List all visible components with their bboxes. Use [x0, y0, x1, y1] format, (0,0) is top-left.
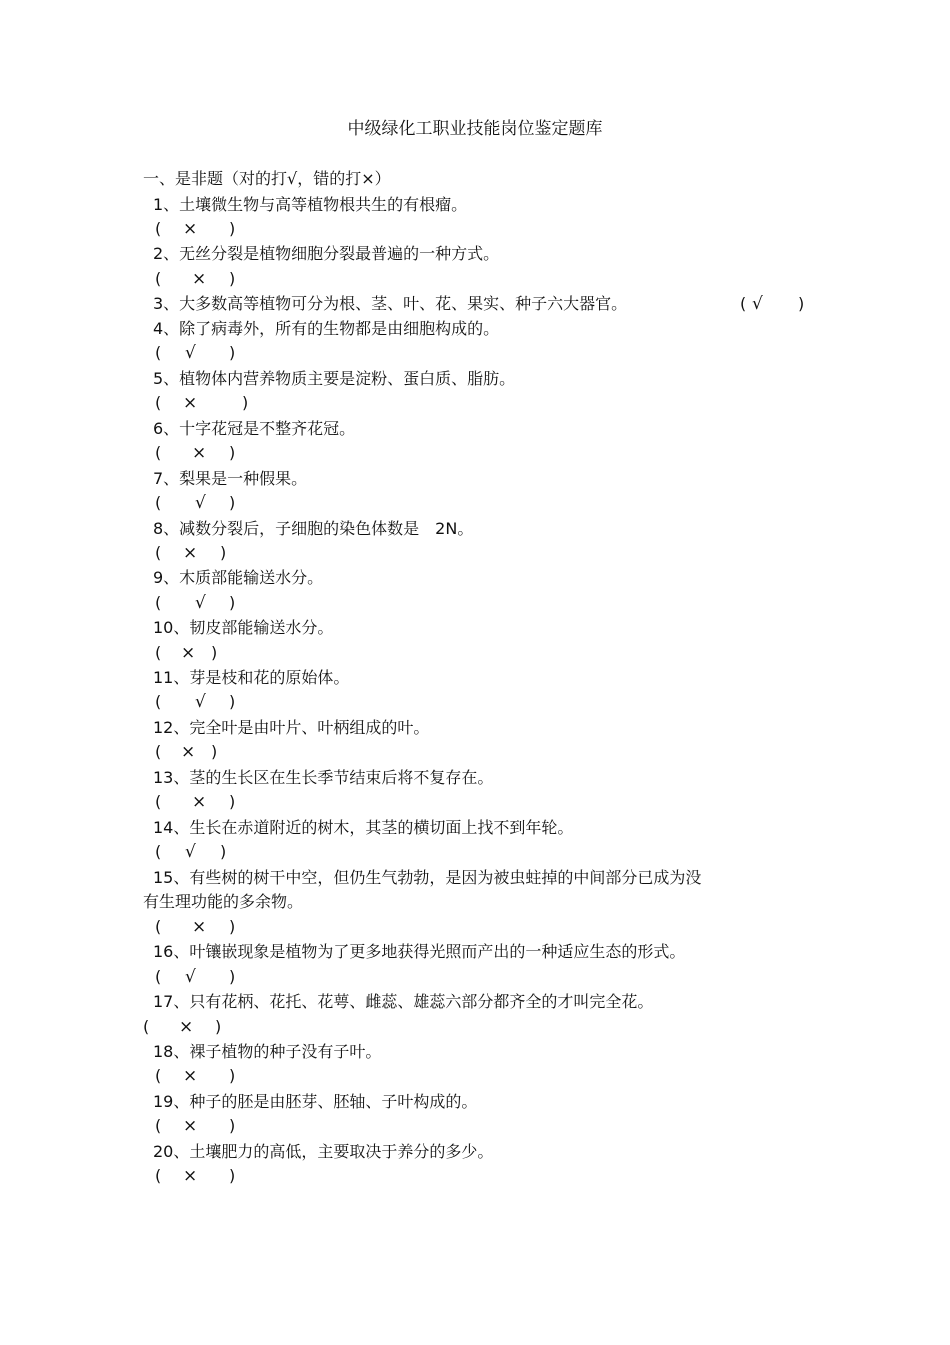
answer-11 — [155, 691, 245, 713]
paren-open: ( — [155, 1116, 162, 1135]
answer-mark: × — [183, 393, 198, 413]
paren-open: ( — [740, 294, 747, 313]
answer-14 — [155, 841, 245, 863]
paren-close: ) — [229, 1116, 236, 1135]
answer-mark: √ — [185, 842, 196, 862]
paren-open: ( — [155, 1166, 162, 1185]
paren-close: ) — [229, 443, 236, 462]
paren-close: ) — [220, 543, 227, 562]
answer-17 — [143, 1016, 233, 1038]
paren-open: ( — [155, 543, 162, 562]
answer-7 — [155, 492, 245, 514]
question-15: 15、有些树的树干中空，但仍生气勃勃，是因为被虫蛀掉的中间部分已成为没 — [153, 868, 702, 887]
answer-mark: × — [183, 1116, 198, 1136]
paren-close: ) — [211, 643, 218, 662]
paren-open: ( — [143, 1017, 150, 1036]
paren-open: ( — [155, 343, 162, 362]
question-17: 17、只有花柄、花托、花萼、雌蕊、雄蕊六部分都齐全的才叫完全花。 — [153, 992, 654, 1011]
answer-8 — [155, 542, 235, 564]
paren-close: ) — [229, 269, 236, 288]
question-2: 2、无丝分裂是植物细胞分裂最普遍的一种方式。 — [153, 244, 500, 263]
question-1: 1、土壤微生物与高等植物根共生的有根瘤。 — [153, 195, 468, 214]
paren-close: ) — [229, 1066, 236, 1085]
question-4: 4、除了病毒外，所有的生物都是由细胞构成的。 — [153, 319, 500, 338]
answer-16 — [155, 966, 245, 988]
answer-mark: √ — [195, 593, 206, 613]
answer-9 — [155, 592, 245, 614]
question-5: 5、植物体内营养物质主要是淀粉、蛋白质、脂肪。 — [153, 369, 516, 388]
paren-open: ( — [155, 792, 162, 811]
paren-close: ) — [229, 593, 236, 612]
answer-mark: × — [192, 269, 207, 289]
question-16: 16、叶镶嵌现象是植物为了更多地获得光照而产出的一种适应生态的形式。 — [153, 942, 686, 961]
answer-2 — [155, 268, 245, 290]
question-20: 20、土壤肥力的高低，主要取决于养分的多少。 — [153, 1142, 494, 1161]
question-8: 8、减数分裂后，子细胞的染色体数是 2N。 — [153, 519, 474, 538]
paren-close: ) — [229, 343, 236, 362]
answer-mark: × — [181, 742, 196, 762]
answer-mark: √ — [185, 967, 196, 987]
paren-close: ) — [229, 792, 236, 811]
question-7: 7、梨果是一种假果。 — [153, 469, 308, 488]
question-6: 6、十字花冠是不整齐花冠。 — [153, 419, 356, 438]
page-title: 中级绿化工职业技能岗位鉴定题库 — [347, 119, 603, 139]
paren-open: ( — [155, 1066, 162, 1085]
answer-mark: × — [183, 1166, 198, 1186]
paren-open: ( — [155, 967, 162, 986]
answer-3 — [740, 293, 810, 315]
answer-mark: √ — [752, 294, 763, 314]
answer-4 — [155, 342, 245, 364]
paren-open: ( — [155, 269, 162, 288]
paren-open: ( — [155, 393, 162, 412]
paren-close: ) — [229, 917, 236, 936]
answer-mark: × — [192, 792, 207, 812]
paren-close: ) — [229, 493, 236, 512]
answer-20 — [155, 1165, 245, 1187]
paren-close: ) — [229, 692, 236, 711]
paren-open: ( — [155, 917, 162, 936]
paren-close: ) — [220, 842, 227, 861]
paren-close: ) — [798, 294, 805, 313]
answer-1 — [155, 218, 245, 240]
question-3: 3、大多数高等植物可分为根、茎、叶、花、果实、种子六大器官。 — [153, 294, 628, 313]
paren-close: ) — [229, 1166, 236, 1185]
paren-open: ( — [155, 692, 162, 711]
answer-mark: × — [179, 1017, 194, 1037]
paren-close: ) — [242, 393, 249, 412]
answer-mark: √ — [195, 692, 206, 712]
answer-mark: × — [183, 543, 198, 563]
answer-18 — [155, 1065, 245, 1087]
answer-12 — [155, 741, 225, 763]
answer-mark: × — [183, 219, 198, 239]
question-19: 19、种子的胚是由胚芽、胚轴、子叶构成的。 — [153, 1092, 478, 1111]
answer-15 — [155, 916, 245, 938]
paren-close: ) — [211, 742, 218, 761]
paren-open: ( — [155, 742, 162, 761]
answer-13 — [155, 791, 245, 813]
paren-close: ) — [215, 1017, 222, 1036]
answer-mark: √ — [185, 343, 196, 363]
question-13: 13、茎的生长区在生长季节结束后将不复存在。 — [153, 768, 494, 787]
paren-open: ( — [155, 842, 162, 861]
question-9: 9、木质部能输送水分。 — [153, 568, 324, 587]
answer-mark: × — [192, 917, 207, 937]
answer-10 — [155, 642, 225, 664]
paren-close: ) — [229, 219, 236, 238]
answer-5 — [155, 392, 250, 414]
answer-6 — [155, 442, 245, 464]
paren-open: ( — [155, 593, 162, 612]
question-12: 12、完全叶是由叶片、叶柄组成的叶。 — [153, 718, 430, 737]
paren-open: ( — [155, 643, 162, 662]
question-18: 18、裸子植物的种子没有子叶。 — [153, 1042, 382, 1061]
answer-mark: × — [181, 643, 196, 663]
answer-mark: √ — [195, 493, 206, 513]
paren-close: ) — [229, 967, 236, 986]
section-heading: 一、是非题（对的打√，错的打×） — [143, 169, 391, 188]
answer-19 — [155, 1115, 245, 1137]
question-14: 14、生长在赤道附近的树木，其茎的横切面上找不到年轮。 — [153, 818, 574, 837]
answer-mark: × — [192, 443, 207, 463]
question-10: 10、韧皮部能输送水分。 — [153, 618, 334, 637]
answer-mark: × — [183, 1066, 198, 1086]
paren-open: ( — [155, 493, 162, 512]
question-15-continued: 有生理功能的多余物。 — [143, 892, 304, 911]
paren-open: ( — [155, 443, 162, 462]
question-11: 11、芽是枝和花的原始体。 — [153, 668, 350, 687]
paren-open: ( — [155, 219, 162, 238]
